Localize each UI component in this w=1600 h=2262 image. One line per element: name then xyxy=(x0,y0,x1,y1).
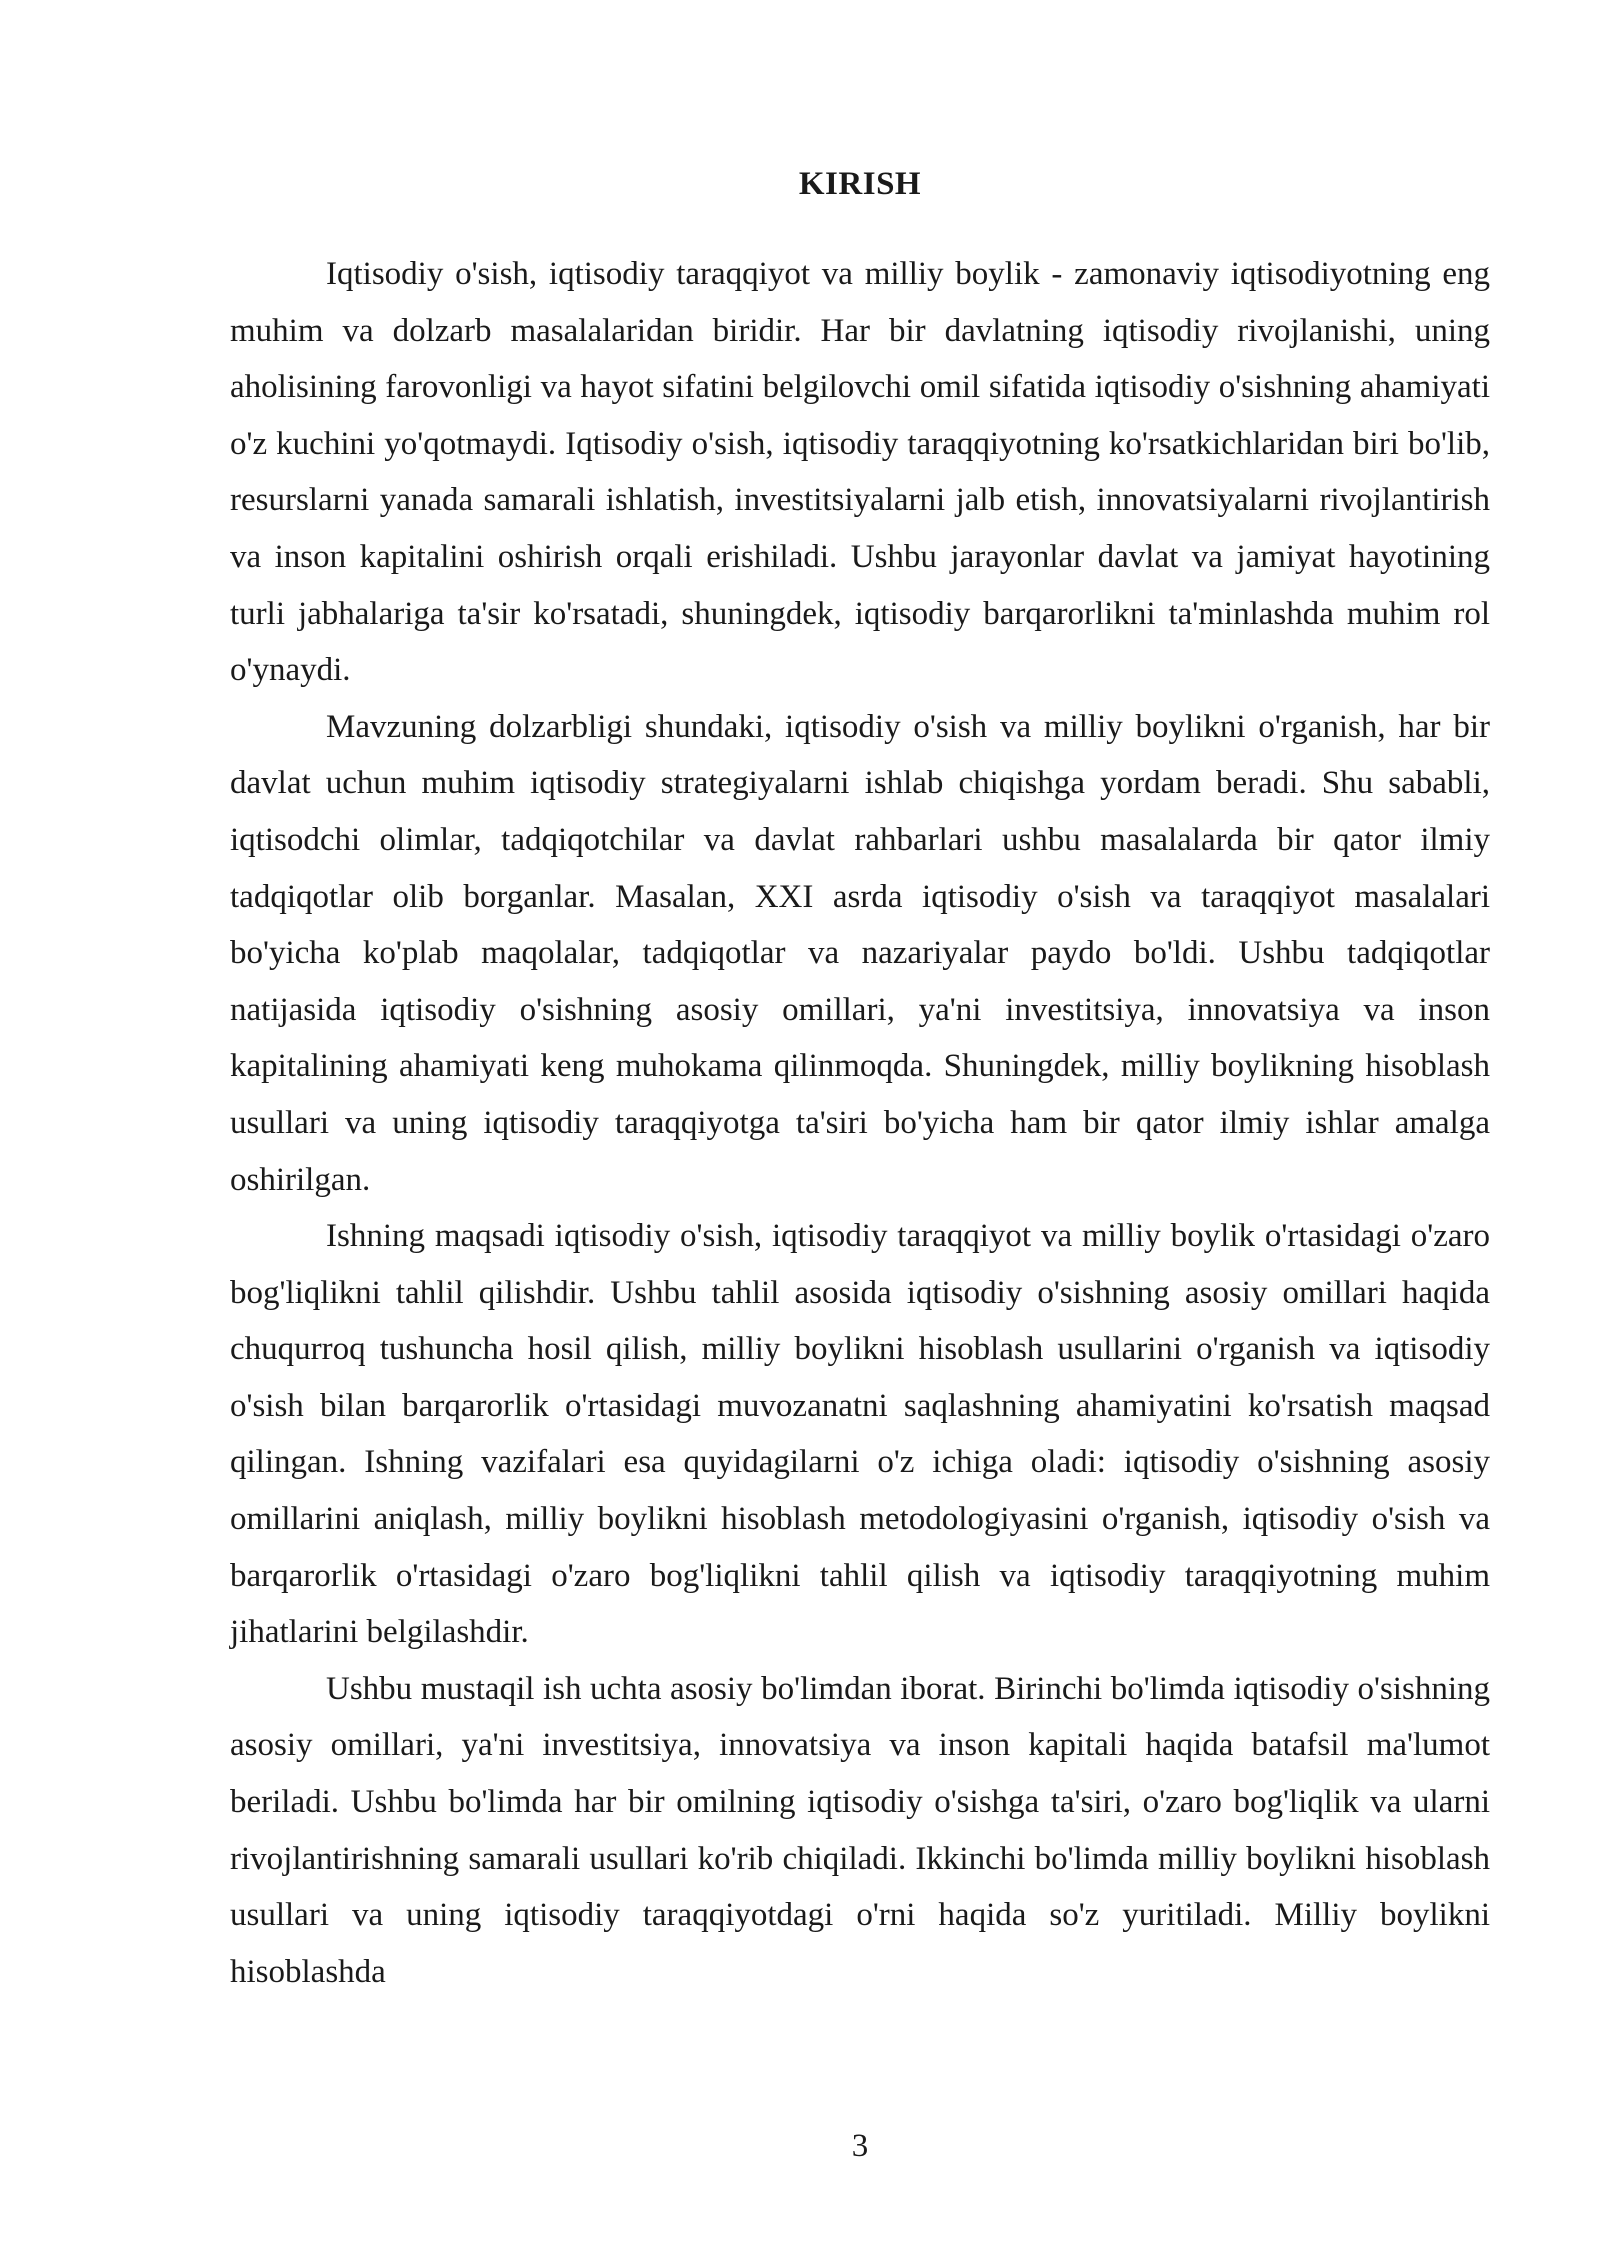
paragraph-goal: Ishning maqsadi iqtisodiy o'sish, iqtisodiy taraqqiyot va milliy boylik o'rtasidagi o'zaro bog'liqlikni tahlil qilishdir. Ushbu tahlil asosida iqtisodiy o'sishning asosiy omillari haqida chuqurroq tushuncha hosil qilish, milliy boylikni hisoblash usullarini o'rganish va iqtisodiy o'sish bilan barqarorlik o'rtasidagi muvozanatni saqlashning ahamiyatini ko'rsatish maqsad qilingan. Ishning vazifalari esa quyidagilarni o'z ichiga oladi: iqtisodiy o'sishning asosiy omillarini aniqlash, milliy boylikni hisoblash metodologiyasini o'rganish, iqtisodiy o'sish va barqarorlik o'rtasidagi o'zaro bog'liqlikni tahlil qilish va iqtisodiy taraqqiyotning muhim jihatlarini belgilashdir. xyxy=(230,1218,1490,1651)
paragraph-relevance: Mavzuning dolzarbligi shundaki, iqtisodiy o'sish va milliy boylikni o'rganish, har bir davlat uchun muhim iqtisodiy strategiyalarni ishlab chiqishga yordam beradi. Shu sababli, iqtisodchi olimlar, tadqiqotchilar va davlat rahbarlari ushbu masalalarda bir qator ilmiy tadqiqotlar olib borganlar. Masalan, XXI asrda iqtisodiy o'sish va taraqqiyot masalalari bo'yicha ko'plab maqolalar, tadqiqotlar va nazariyalar paydo bo'ldi. Ushbu tadqiqotlar natijasida iqtisodiy o'sishning asosiy omillari, ya'ni investitsiya, innovatsiya va inson kapitalining ahamiyati keng muhokama qilinmoqda. Shuningdek, milliy boylikning hisoblash usullari va uning iqtisodiy taraqqiyotga ta'siri bo'yicha ham bir qator ilmiy ishlar amalga oshirilgan. xyxy=(230,708,1490,1198)
paragraph-structure: Ushbu mustaqil ish uchta asosiy bo'limdan iborat. Birinchi bo'limda iqtisodiy o'sishning asosiy omillari, ya'ni investitsiya, innovatsiya va inson kapitali haqida batafsil ma'lumot beriladi. Ushbu bo'limda har bir omilning iqtisodiy o'sishga ta'siri, o'zaro bog'liqlik va ularni rivojlantirishning samarali usullari ko'rib chiqiladi. Ikkinchi bo'limda milliy boylikni hisoblash usullari va uning iqtisodiy taraqqiyotdagi o'rni haqida so'z yuritiladi. Milliy boylikni hisoblashda xyxy=(230,1670,1490,1990)
document-body xyxy=(230,246,1490,2000)
paragraph-intro: Iqtisodiy o'sish, iqtisodiy taraqqiyot va milliy boylik - zamonaviy iqtisodiyotning eng muhim va dolzarb masalalaridan biridir. Har bir davlatning iqtisodiy rivojlanishi, uning aholisining farovonligi va hayot sifatini belgilovchi omil sifatida iqtisodiy o'sishning ahamiyati o'z kuchini yo'qotmaydi. Iqtisodiy o'sish, iqtisodiy taraqqiyotning ko'rsatkichlaridan biri bo'lib, resurslarni yanada samarali ishlatish, investitsiyalarni jalb etish, innovatsiyalarni rivojlantirish va inson kapitalini oshirish orqali erishiladi. Ushbu jarayonlar davlat va jamiyat hayotining turli jabhalariga ta'sir ko'rsatadi, shuningdek, iqtisodiy barqarorlikni ta'minlashda muhim rol o'ynaydi. xyxy=(230,256,1490,689)
page-title: KIRISH xyxy=(798,166,922,202)
page-number: 3 xyxy=(851,2128,869,2164)
